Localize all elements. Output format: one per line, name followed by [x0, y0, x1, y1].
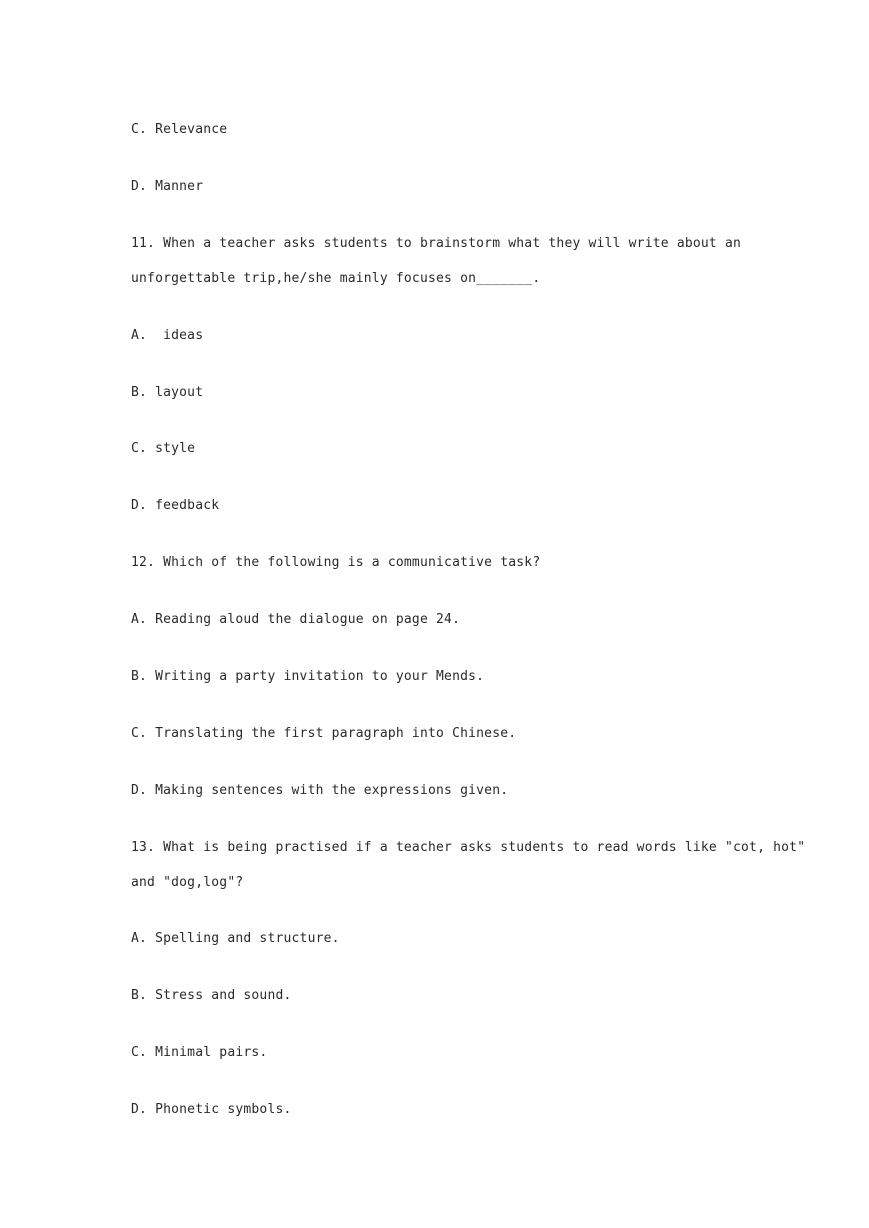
- q13-option-c: C. Minimal pairs.: [131, 1045, 268, 1060]
- q11-option-d: D. feedback: [131, 498, 220, 513]
- option-d-manner: D. Manner: [131, 179, 204, 194]
- question-13-line-1: 13. What is being practised if a teacher asks students to read words like "cot, hot": [131, 840, 806, 855]
- option-c-relevance: C. Relevance: [131, 122, 228, 137]
- q13-option-b: B. Stress and sound.: [131, 988, 292, 1003]
- q12-option-a: A. Reading aloud the dialogue on page 24.: [131, 612, 461, 627]
- question-12: 12. Which of the following is a communicative task?: [131, 555, 541, 570]
- q11-option-b: B. layout: [131, 385, 204, 400]
- q12-option-b: B. Writing a party invitation to your Mends.: [131, 669, 485, 684]
- question-13-line-2: and "dog,log"?: [131, 875, 244, 890]
- q11-option-c: C. style: [131, 441, 196, 456]
- question-11-line-1: 11. When a teacher asks students to brainstorm what they will write about an: [131, 236, 742, 251]
- question-11-line-2: unforgettable trip,he/she mainly focuses on_______.: [131, 271, 541, 286]
- q12-option-d: D. Making sentences with the expressions given.: [131, 783, 509, 798]
- q12-option-c: C. Translating the first paragraph into Chinese.: [131, 726, 517, 741]
- q11-option-a: A. ideas: [131, 328, 204, 343]
- q13-option-a: A. Spelling and structure.: [131, 931, 340, 946]
- q13-option-d: D. Phonetic symbols.: [131, 1102, 292, 1117]
